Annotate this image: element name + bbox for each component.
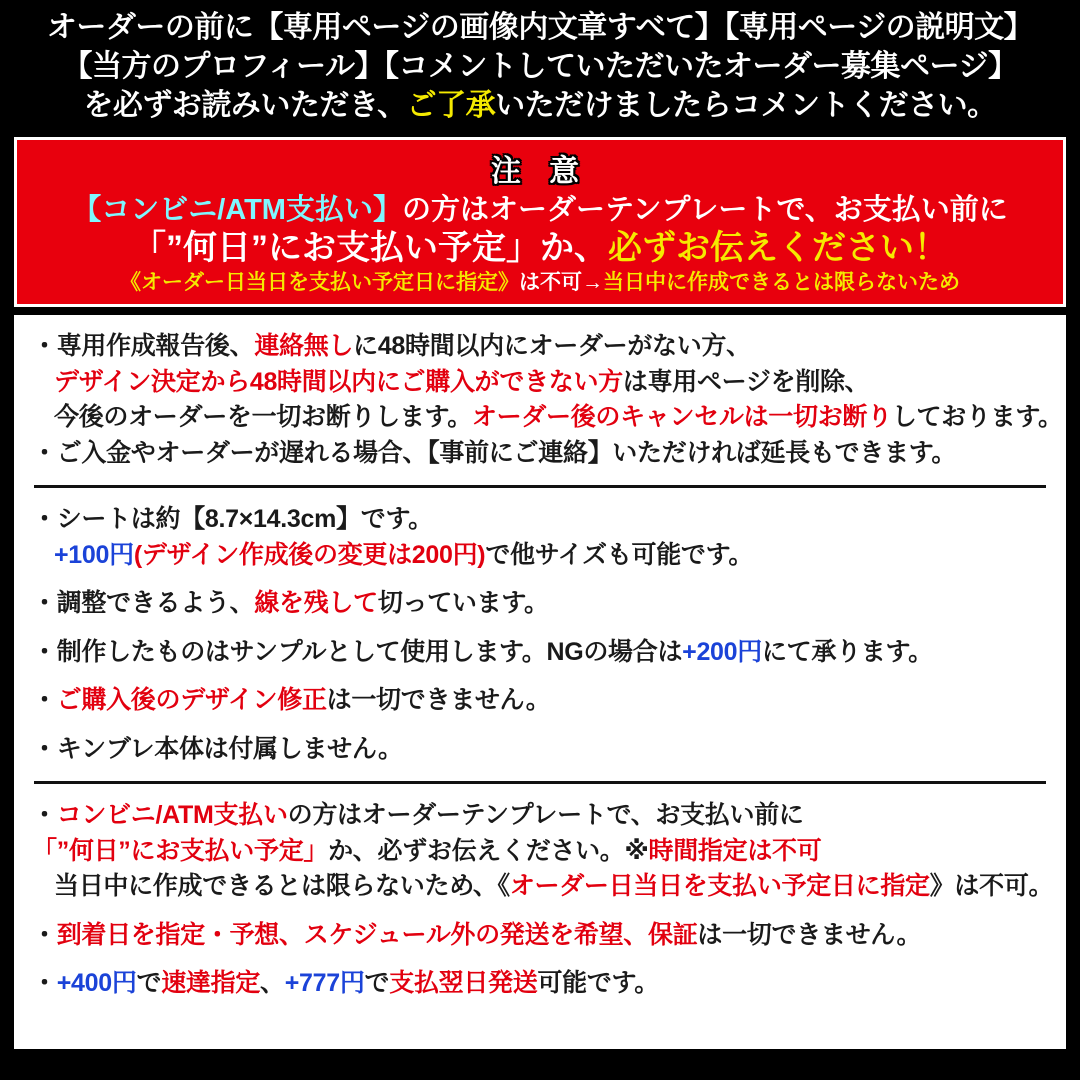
terms-text-fragment: ・ bbox=[32, 801, 57, 830]
terms-text-fragment: +200円 bbox=[682, 637, 762, 666]
header-line-3 bbox=[14, 86, 1066, 125]
warning-line-1 bbox=[23, 192, 1057, 228]
terms-text-fragment: の方はオーダーテンプレートで、お支払い前に bbox=[287, 801, 804, 830]
terms-line bbox=[32, 798, 1048, 834]
header-notice bbox=[0, 0, 1080, 131]
terms-text-fragment: ・シートは約【8.7×14.3cm】です。 bbox=[32, 505, 433, 534]
terms-line bbox=[32, 918, 1048, 954]
warning-line-1-rest: の方はオーダーテンプレートで、お支払い前に bbox=[401, 194, 1008, 226]
warning-line-3-a: 《オーダー日当日を支払い予定日に指定》 bbox=[120, 271, 519, 295]
warning-line-3 bbox=[23, 269, 1057, 296]
terms-text-fragment: ご購入後のデザイン修正 bbox=[56, 686, 327, 715]
terms-text-fragment: オーダー後のキャンセルは一切お断り bbox=[471, 403, 892, 432]
terms-text-fragment: で bbox=[364, 969, 390, 998]
terms-text-fragment: 可能です。 bbox=[537, 969, 659, 998]
terms-text-fragment: 》は不可。 bbox=[929, 872, 1054, 901]
terms-line bbox=[32, 365, 1048, 401]
terms-text-fragment: は一切できません。 bbox=[697, 920, 922, 949]
terms-text-fragment: +400円 bbox=[56, 969, 137, 998]
header-line-3-post: いただけましたらコメントください。 bbox=[495, 89, 997, 122]
terms-text-fragment: 今後のオーダーを一切お断りします。 bbox=[54, 403, 472, 432]
terms-text-fragment: +777円 bbox=[284, 969, 365, 998]
terms-text-fragment: で他サイズも可能です。 bbox=[485, 540, 754, 569]
terms-line bbox=[32, 502, 1048, 538]
terms-text-fragment: ・制作したものはサンプルとして使用します。NGの場合は bbox=[32, 637, 683, 666]
terms-line bbox=[32, 635, 1048, 671]
terms-line bbox=[32, 834, 1048, 870]
terms-line bbox=[32, 683, 1048, 719]
warning-line-2 bbox=[23, 228, 1057, 269]
terms-text-fragment: +100円 bbox=[54, 540, 134, 569]
terms-group-deadlines bbox=[32, 329, 1063, 471]
terms-text-fragment: 線を残して bbox=[254, 589, 378, 618]
terms-group-payment bbox=[32, 798, 1054, 1002]
terms-text-fragment: ・ご入金やオーダーが遅れる場合、【事前にご連絡】いただければ延長もできます。 bbox=[32, 438, 957, 467]
terms-text-fragment: デザイン決定から48時間以内にご購入ができない方 bbox=[54, 367, 623, 396]
terms-text-fragment: ・ bbox=[32, 969, 57, 998]
terms-text-fragment: 時間指定は不可 bbox=[648, 836, 822, 865]
terms-text-fragment: ・キンブレ本体は付属しません。 bbox=[32, 734, 403, 763]
warning-line-2-emphasis: 必ずお伝えください！ bbox=[608, 229, 948, 268]
terms-text-fragment: 「”何日”にお支払い予定」 bbox=[32, 836, 329, 865]
header-line-1-emphasis: オーダーの前 bbox=[46, 11, 224, 44]
header-line-1-rest: に【専用ページの画像内文章すべて】【専用ページの説明文】 bbox=[223, 11, 1034, 44]
warning-box bbox=[14, 137, 1066, 307]
terms-text-fragment: 速達指定 bbox=[161, 969, 261, 998]
terms-body bbox=[14, 315, 1066, 1049]
terms-text-fragment: 支払翌日発送 bbox=[389, 969, 538, 998]
terms-text-fragment: (デザイン作成後の変更は200円) bbox=[133, 540, 486, 569]
terms-text-fragment: ・ bbox=[32, 686, 57, 715]
terms-line bbox=[32, 869, 1054, 905]
warning-line-3-b: は不可→ bbox=[519, 271, 603, 295]
terms-text-fragment: で bbox=[136, 969, 162, 998]
terms-text-fragment: しております。 bbox=[891, 403, 1063, 432]
terms-line bbox=[32, 329, 1048, 365]
terms-group-sheet bbox=[32, 502, 1048, 767]
header-line-3-pre: を必ずお読みいただき、 bbox=[83, 89, 407, 122]
terms-text-fragment: にて承ります。 bbox=[761, 637, 933, 666]
header-line-3-highlight: ご了承 bbox=[406, 89, 496, 122]
terms-text-fragment: に48時間以内にオーダーがない方、 bbox=[353, 332, 751, 361]
terms-text-fragment: 切っています。 bbox=[377, 589, 549, 618]
divider-1 bbox=[34, 485, 1046, 488]
terms-line bbox=[32, 732, 1048, 768]
terms-line bbox=[32, 586, 1048, 622]
terms-line bbox=[32, 538, 1048, 574]
terms-line bbox=[32, 436, 1048, 472]
warning-payment-method: 【コンビニ/ATM支払い】 bbox=[72, 194, 402, 226]
terms-text-fragment: オーダー日当日を支払い予定日に指定 bbox=[509, 872, 930, 901]
warning-line-2-quote: 「”何日”にお支払い予定」 bbox=[132, 229, 540, 268]
terms-line bbox=[32, 966, 1048, 1002]
divider-2 bbox=[34, 781, 1046, 784]
warning-title: 注 意 bbox=[490, 155, 590, 188]
terms-text-fragment: 当日中に作成できるとは限らないため、《 bbox=[54, 872, 510, 901]
terms-text-fragment: ・ bbox=[32, 920, 57, 949]
terms-line bbox=[32, 400, 1063, 436]
terms-text-fragment: 、 bbox=[260, 969, 285, 998]
terms-text-fragment: コンビニ/ATM支払い bbox=[56, 801, 288, 830]
warning-line-2-mid: か、 bbox=[540, 229, 608, 268]
terms-text-fragment: は一切できません。 bbox=[326, 686, 551, 715]
warning-line-3-c: 当日中に作成できるとは限らないため bbox=[603, 271, 960, 295]
terms-text-fragment: ・専用作成報告後、 bbox=[32, 332, 255, 361]
terms-text-fragment: ・調整できるよう、 bbox=[32, 589, 255, 618]
header-line-1 bbox=[14, 8, 1066, 47]
header-line-2: 【当方のプロフィール】【コメントしていただいたオーダー募集ページ】 bbox=[62, 50, 1018, 83]
terms-text-fragment: は専用ページを削除、 bbox=[622, 367, 870, 396]
terms-text-fragment: か、必ずお伝えください。※ bbox=[328, 836, 649, 865]
terms-text-fragment: 連絡無し bbox=[254, 332, 354, 361]
terms-text-fragment: 到着日を指定・予想、スケジュール外の発送を希望、保証 bbox=[56, 920, 698, 949]
